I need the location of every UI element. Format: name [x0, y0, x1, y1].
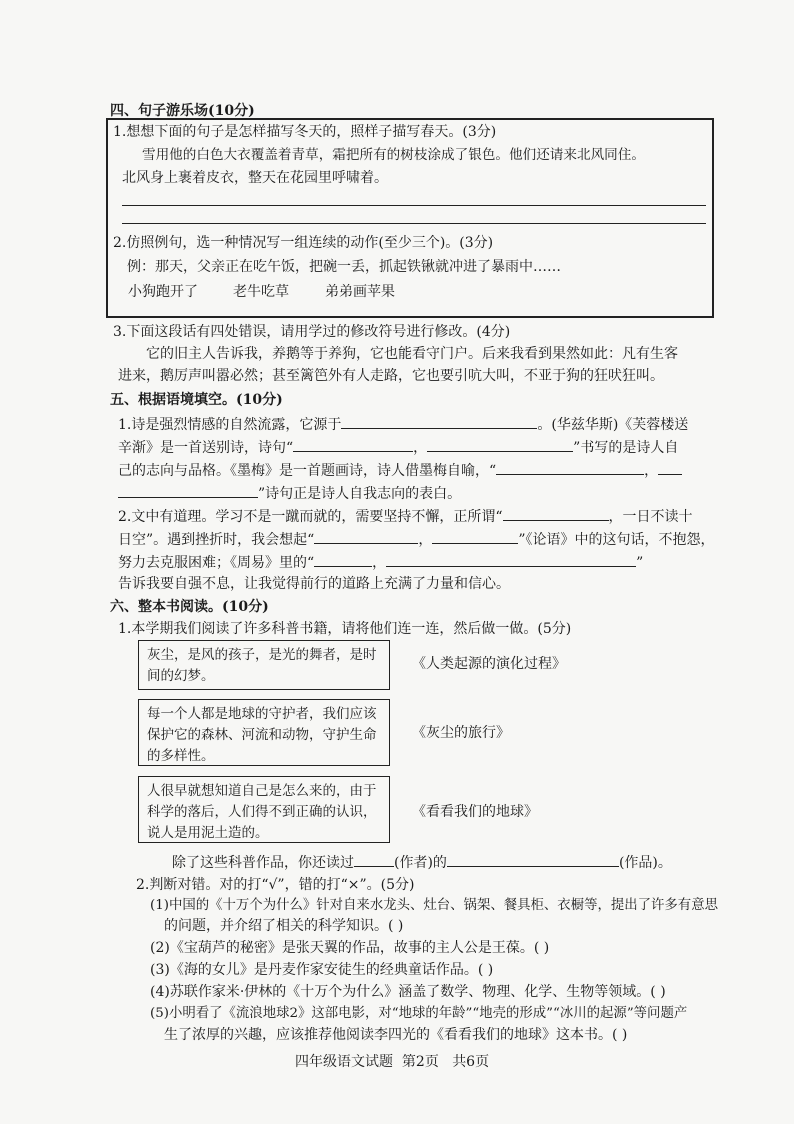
q6-1-extra-c: (作品)。 [618, 855, 672, 871]
q5-2-text-e: ”《论语》中的这句话，不抱怨， [518, 532, 715, 548]
q4-2-option-3: 弟弟画苹果 [325, 284, 395, 300]
q4-3-prompt: 3.下面这段话有四处错误，请用学过的修改符号进行修改。(4分) [113, 324, 511, 340]
q6-1-book-3[interactable]: 《看看我们的地球》 [412, 804, 538, 820]
q5-2-blank-2[interactable] [314, 529, 418, 544]
q4-2-option-1: 小狗跑开了 [128, 284, 198, 300]
q6-1-book-1[interactable]: 《人类起源的演化过程》 [412, 656, 566, 672]
q5-2-blank-4[interactable] [314, 552, 372, 567]
q5-2-line1 [118, 506, 693, 526]
footer-total: 共6页 [452, 1054, 490, 1070]
footer-page: 第2页 [401, 1054, 439, 1070]
q5-2-text-d: ， [418, 532, 433, 548]
q6-1-author-blank[interactable] [354, 852, 394, 867]
q6-1-quote-box-3[interactable] [138, 776, 390, 843]
q5-2-text-h: ” [636, 555, 644, 571]
q5-1-line1 [118, 414, 688, 434]
q4-2-prompt: 2.仿照例句，选一种情况写一组连续的动作(至少三个)。(3分) [113, 235, 494, 251]
q5-1-blank-1[interactable] [341, 414, 537, 429]
q5-1-blank-3[interactable] [427, 437, 573, 452]
q5-1-text-g: ， [644, 463, 659, 479]
section-5-title: 五、根据语境填空。(10分) [110, 392, 283, 408]
q5-1-blank-5a[interactable] [658, 460, 682, 475]
q5-2-blank-3[interactable] [432, 529, 518, 544]
q5-1-line2 [118, 437, 678, 457]
q5-1-text-f: 己的志向与品格。《墨梅》是一首题画诗，诗人借墨梅自喻，“ [118, 463, 497, 479]
q5-2-line2 [118, 529, 715, 549]
q6-1-quote-2: 每一个人都是地球的守护者，我们应该保护它的森林、河流和动物，守护生命的多样性。 [147, 706, 377, 764]
q6-1-quote-3: 人很早就想知道自己是怎么来的，由于科学的落后，人们得不到正确的认识，说人是用泥土造的。 [147, 783, 377, 841]
q4-1-prompt: 1.想想下面的句子是怎样描写冬天的，照样子描写春天。(3分) [113, 124, 497, 140]
q6-1-extra-line [172, 852, 672, 872]
q6-1-work-blank[interactable] [447, 852, 619, 867]
q6-2-item-1a: (1)中国的《十万个为什么》针对自来水龙头、灶台、锅架、餐具柜、衣橱等，提出了许多有意思 [150, 898, 718, 913]
q5-2-blank-1[interactable] [503, 506, 609, 521]
q4-1-answer-line-2[interactable] [122, 223, 706, 224]
footer-label: 四年级语文试题 [295, 1054, 393, 1070]
q4-1-example-line1: 雪用他的白色大衣覆盖着青草，霜把所有的树枝涂成了银色。他们还请来北风同住。 [142, 147, 645, 163]
q6-1-book-2[interactable]: 《灰尘的旅行》 [412, 725, 510, 741]
q5-1-line3 [118, 460, 682, 480]
q5-1-text-a: 1.诗是强烈情感的自然流露，它源于 [118, 417, 342, 433]
page-footer [295, 1053, 489, 1071]
q5-2-line4: 告诉我要自强不息，让我觉得前行的道路上充满了力量和信心。 [118, 576, 510, 592]
q6-1-quote-box-2[interactable] [138, 699, 390, 766]
q6-1-extra-b: (作者)的 [394, 855, 447, 871]
q6-2-item-1b[interactable]: 的问题，并介绍了相关的科学知识。( ) [164, 918, 404, 934]
q4-2-option-2: 老牛吃草 [233, 284, 289, 300]
q5-1-text-h: ”诗句正是诗人自我志向的表白。 [258, 486, 462, 502]
section-6-title: 六、整本书阅读。(10分) [110, 599, 269, 615]
q5-1-blank-4[interactable] [496, 460, 644, 475]
q5-2-text-c: 日空”。遇到挫折时，我会想起“ [118, 532, 315, 548]
q5-2-text-a: 2.文中有道理。学习不是一蹴而就的，需要坚持不懈，正所谓“ [118, 509, 503, 525]
q6-1-quote-box-1[interactable] [138, 640, 390, 690]
q4-3-text-line1: 它的旧主人告诉我，养鹅等于养狗，它也能看守门户。后来我看到果然如此：凡有生客 [146, 346, 678, 362]
q6-2-item-5b[interactable]: 生了浓厚的兴趣，应该推荐他阅读李四光的《看看我们的地球》这本书。( ) [164, 1027, 628, 1043]
q6-2-item-5a: (5)小明看了《流浪地球2》这部电影，对“地球的年龄”“地壳的形成”“冰川的起源”等问题产 [150, 1006, 688, 1021]
q5-2-line3 [118, 552, 643, 572]
q5-2-blank-5[interactable] [386, 552, 636, 567]
q4-1-answer-line-1[interactable] [122, 205, 706, 206]
q6-2-item-2[interactable]: (2)《宝葫芦的秘密》是张天翼的作品，故事的主人公是王葆。( ) [150, 940, 550, 956]
q5-1-text-e: ”书写的是诗人自 [573, 440, 679, 456]
q5-2-text-f: 努力去克服困难；《周易》里的“ [118, 555, 315, 571]
q5-1-text-d: ， [413, 440, 428, 456]
q4-2-example: 例：那天，父亲正在吃午饭，把碗一丢，抓起铁锹就冲进了暴雨中…… [127, 259, 561, 275]
q6-2-item-4[interactable]: (4)苏联作家米·伊林的《十万个为什么》涵盖了数学、物理、化学、生物等领域。( ) [150, 984, 666, 1000]
q5-1-blank-2[interactable] [293, 437, 413, 452]
q5-1-line4 [118, 483, 461, 503]
q5-2-text-g: ， [372, 555, 387, 571]
q6-1-extra-a: 除了这些科普作品，你还读过 [172, 855, 354, 871]
q5-2-text-b: ，一日不读十 [608, 509, 693, 525]
section-4-title: 四、句子游乐场(10分) [110, 103, 255, 119]
q6-2-item-3[interactable]: (3)《海的女儿》是丹麦作家安徒生的经典童话作品。( ) [150, 962, 494, 978]
q5-1-blank-5b[interactable] [118, 483, 258, 498]
q4-3-text-line2: 进来，鹅厉声叫嚣必然；甚至篱笆外有人走路，它也要引吭大叫，不亚于狗的狂吠狂叫。 [118, 368, 664, 384]
q6-1-quote-1: 灰尘，是风的孩子，是光的舞者，是时间的幻梦。 [147, 647, 377, 684]
q5-1-text-b: 。(华兹华斯)《芙蓉楼送 [537, 417, 689, 433]
q6-2-prompt: 2.判断对错。对的打“√”，错的打“×”。(5分) [136, 877, 415, 893]
q6-1-prompt: 1.本学期我们阅读了许多科普书籍，请将他们连一连，然后做一做。(5分) [118, 621, 572, 637]
q5-1-text-c: 辛渐》是一首送别诗，诗句“ [118, 440, 294, 456]
q4-1-example-line2: 北风身上裹着皮衣，整天在花园里呼啸着。 [122, 170, 388, 186]
